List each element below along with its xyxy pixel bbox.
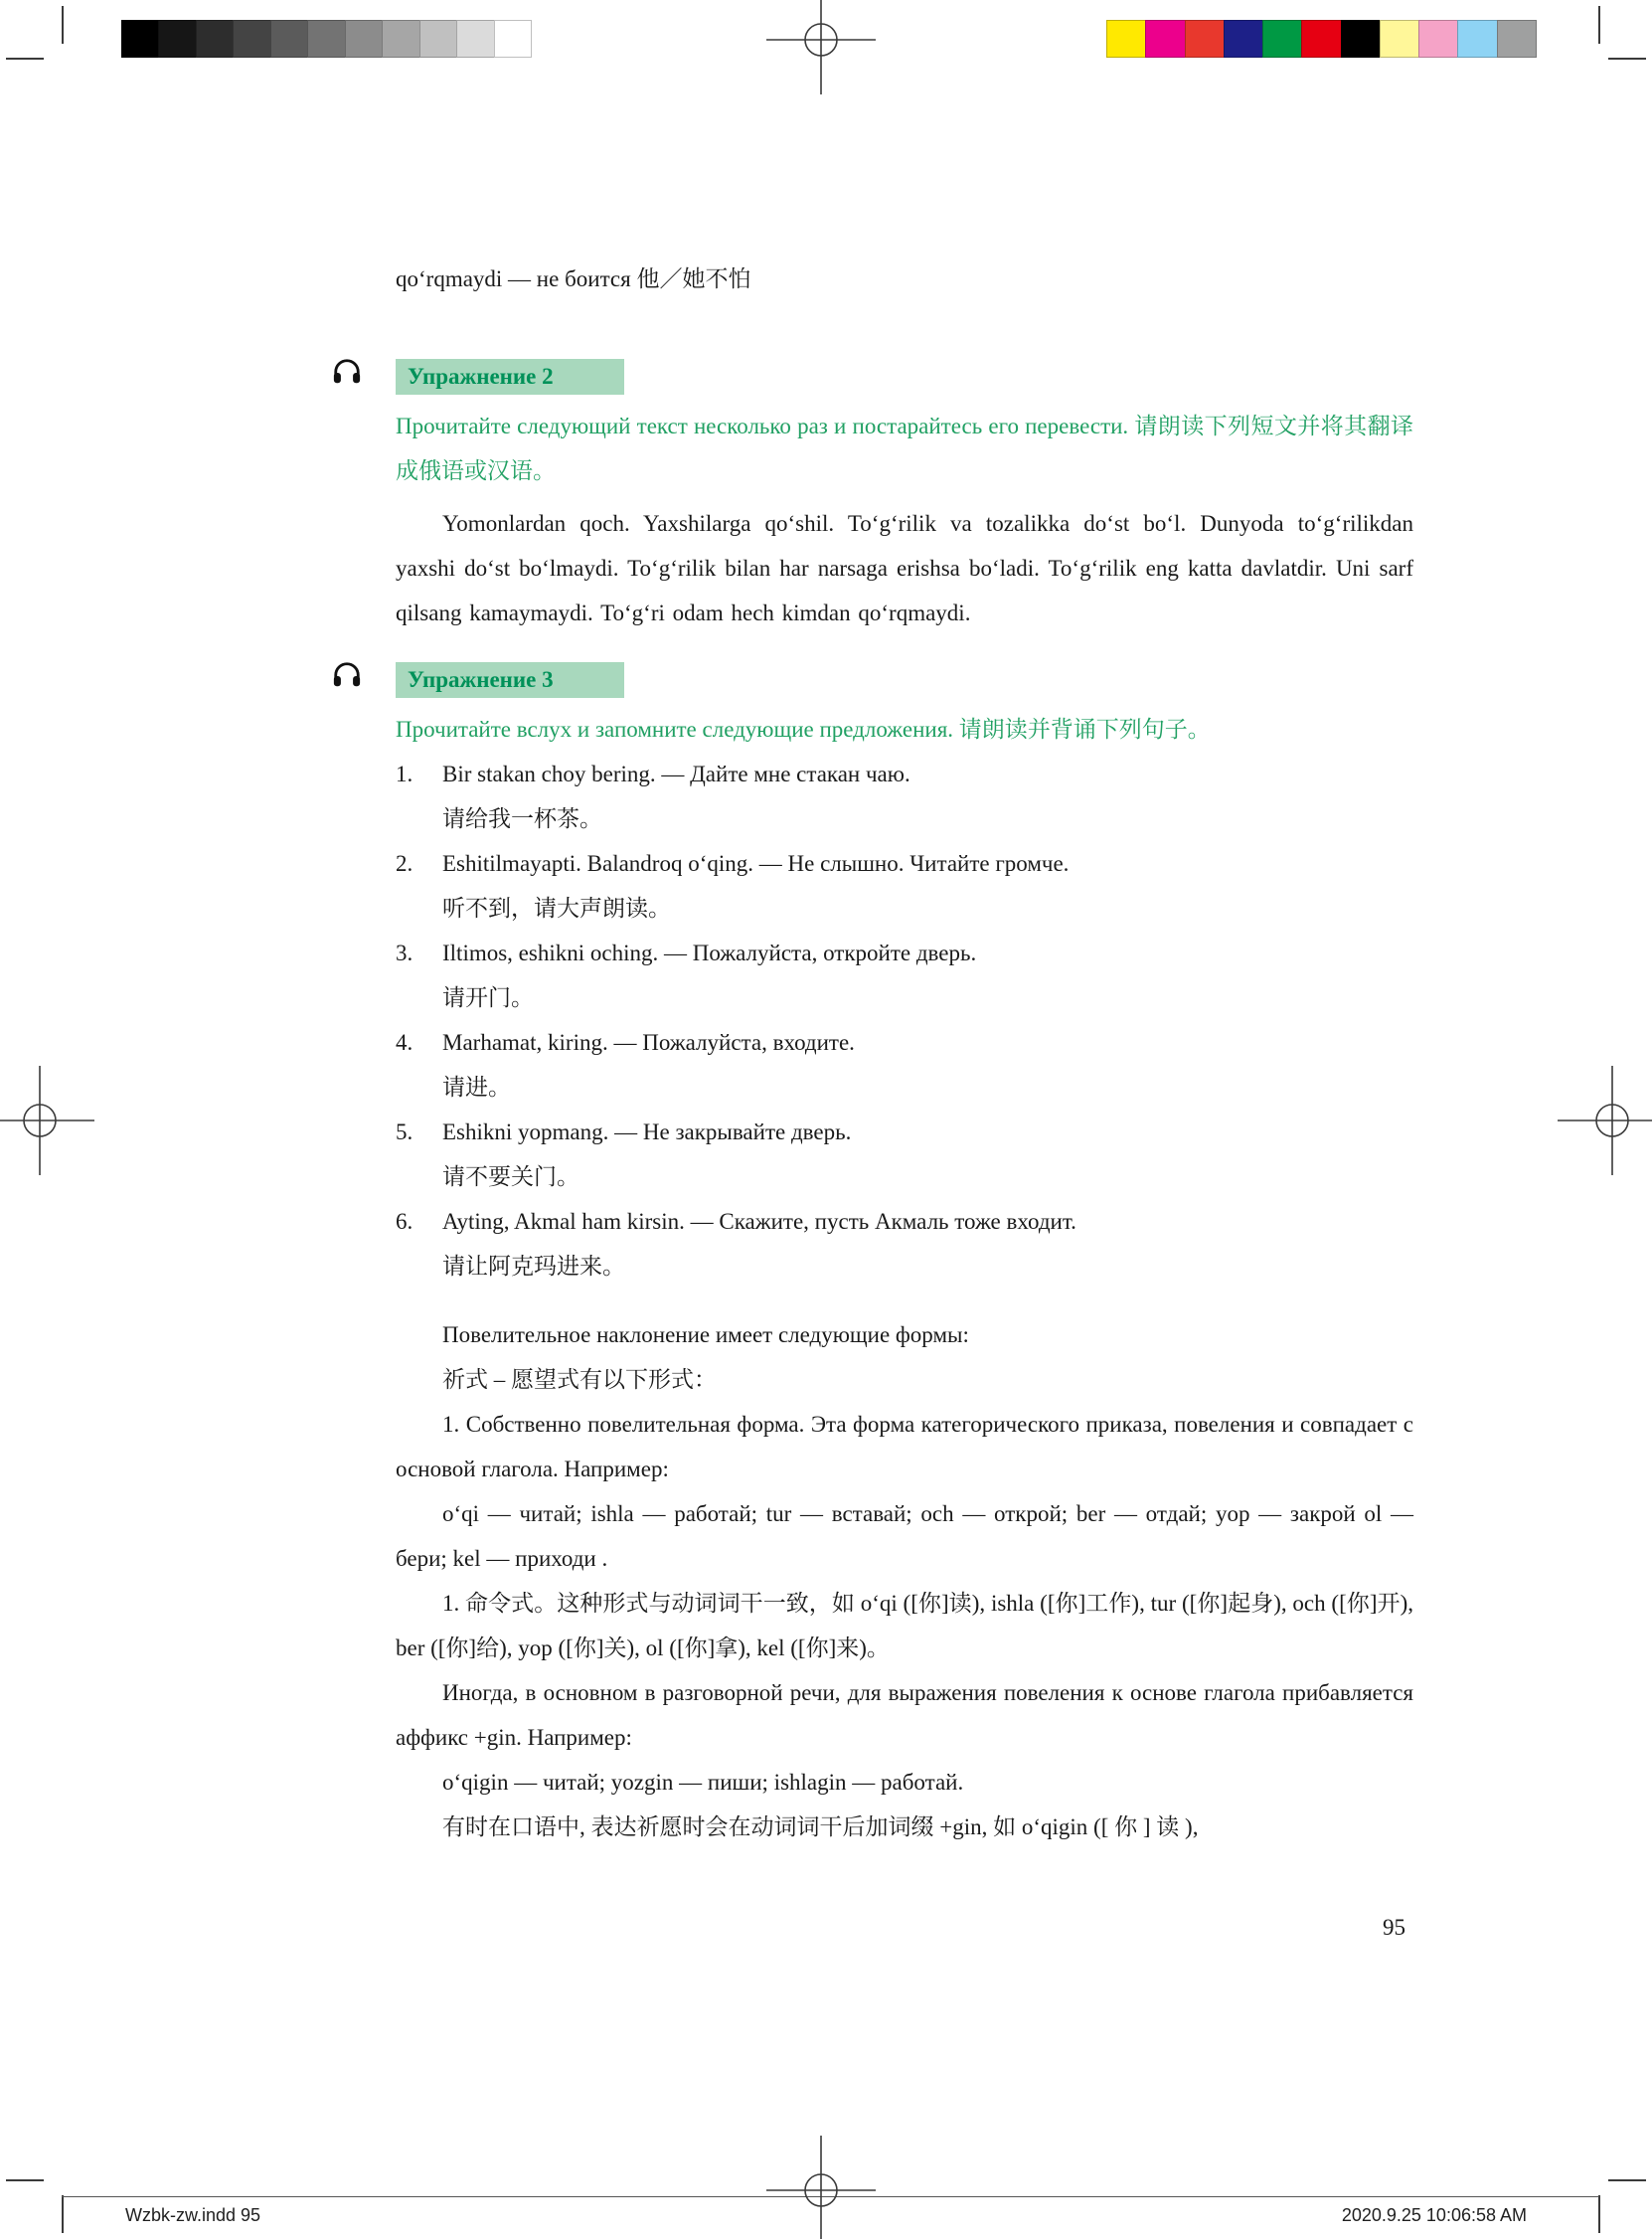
color-swatch [196, 20, 234, 58]
headphones-icon [332, 660, 362, 690]
color-swatch [1341, 20, 1381, 58]
exercise-3-title: Упражнение 3 [396, 662, 624, 698]
exercise-2-title: Упражнение 2 [396, 359, 624, 395]
exercise-2-header [396, 354, 1413, 390]
color-swatch [345, 20, 383, 58]
list-item [396, 752, 1413, 841]
registration-mark-icon [766, 0, 876, 94]
item-text: Bir stakan choy bering. — Дайте мне стакан чаю. [442, 762, 910, 786]
item-number: 1. [396, 762, 413, 786]
slug-footer [125, 2205, 1527, 2226]
grammar-paragraph: 1. 命令式。这种形式与动词词干一致，如 oʻqi ([你]读), ishla ([你]工作), tur ([你]起身), och ([你]开), ber ([你]给), yop ([你]关), ol ([你]拿), kel ([你]来)。 [396, 1591, 1413, 1660]
item-text: Iltimos, eshikni oching. — Пожалуйста, откройте дверь. [442, 941, 977, 965]
exercise-2-instruction: Прочитайте следующий текст несколько раз и постарайтесь его перевести. 请朗读下列短文并将其翻译成俄语或汉语。 [396, 414, 1413, 483]
crop-mark [1608, 58, 1646, 60]
item-number: 3. [396, 941, 413, 965]
list-item [396, 841, 1413, 931]
color-swatch [270, 20, 308, 58]
item-translation: 请进。 [442, 1075, 511, 1100]
list-item [396, 931, 1413, 1020]
color-swatch [1185, 20, 1225, 58]
item-number: 6. [396, 1209, 413, 1234]
item-text: Marhamat, kiring. — Пожалуйста, входите. [442, 1030, 855, 1055]
color-swatch [1497, 20, 1537, 58]
exercise-3-instruction: Прочитайте вслух и запомните следующие предложения. 请朗读并背诵下列句子。 [396, 717, 1211, 742]
exercise-2-passage: Yomonlardan qoch. Yaxshilarga qoʻshil. Toʻgʻrilik va tozalikka doʻst boʻl. Dunyoda toʻgʻrilikdan yaxshi doʻst boʻlmaydi. Toʻgʻrilik bilan har narsaga erishsa boʻladi. Toʻgʻrilik eng katta davlatdir. Uni sarf qilsang kamaymaydi. Toʻgʻri odam hech kimdan qoʻrqmaydi. [396, 511, 1413, 625]
grammar-paragraph: 1. Собственно повелительная форма. Эта форма категорического приказа, повеления и совпадает с основой глагола. Например: [396, 1412, 1413, 1481]
item-translation: 请给我一杯茶。 [442, 806, 602, 831]
color-swatch [1380, 20, 1419, 58]
page-number: 95 [1383, 1915, 1405, 1940]
item-translation: 听不到，请大声朗读。 [442, 896, 671, 921]
grammar-paragraph: Иногда, в основном в разговорной речи, для выражения повеления к основе глагола прибавляется аффикс +gin. Например: [396, 1680, 1413, 1750]
crop-mark [6, 2179, 44, 2181]
crop-mark [1598, 2195, 1600, 2233]
grammar-section [396, 1312, 1413, 1849]
color-swatch [419, 20, 457, 58]
item-text: Eshitilmayapti. Balandroq oʻqing. — Не слышно. Читайте громче. [442, 851, 1070, 876]
text-block [396, 257, 1413, 1950]
grammar-paragraph: oʻqigin — читай; yozgin — пиши; ishlagin — работай. [442, 1770, 964, 1795]
item-number: 4. [396, 1030, 413, 1055]
crop-mark [62, 2195, 64, 2233]
grammar-paragraph: 祈式 – 愿望式有以下形式： [442, 1367, 717, 1392]
item-translation: 请开门。 [442, 985, 534, 1010]
sentence-list [396, 752, 1413, 1289]
list-item [396, 1020, 1413, 1110]
item-translation: 请让阿克玛进来。 [442, 1254, 625, 1279]
color-swatch [233, 20, 270, 58]
color-calibration-bar [1106, 20, 1536, 58]
color-swatch [1262, 20, 1302, 58]
color-swatch [494, 20, 532, 58]
footer-timestamp: 2020.9.25 10:06:58 AM [1341, 2205, 1527, 2225]
footer-filename: Wzbk-zw.indd 95 [125, 2205, 261, 2225]
headphones-icon [332, 357, 362, 387]
color-swatch [1224, 20, 1263, 58]
grammar-paragraph: oʻqi — читай; ishla — работай; tur — вставай; och — открой; ber — отдай; yop — закрой ol — бери; kel — приходи . [396, 1501, 1413, 1571]
registration-mark-icon [1558, 1066, 1652, 1175]
crop-mark [1608, 2179, 1646, 2181]
color-swatch [1106, 20, 1146, 58]
item-text: Eshikni yopmang. — Не закрывайте дверь. [442, 1120, 852, 1144]
list-item [396, 1110, 1413, 1199]
item-number: 5. [396, 1120, 413, 1144]
item-translation: 请不要关门。 [442, 1164, 579, 1189]
crop-mark [1598, 6, 1600, 44]
color-swatch [1457, 20, 1497, 58]
crop-mark [6, 58, 44, 60]
color-swatch [1145, 20, 1185, 58]
color-swatch [456, 20, 494, 58]
registration-mark-icon [0, 1066, 94, 1175]
color-swatch [1418, 20, 1458, 58]
grayscale-calibration-bar [121, 20, 531, 58]
vocabulary-line: qoʻrqmaydi — не боится 他／她不怕 [396, 266, 751, 291]
item-number: 2. [396, 851, 413, 876]
exercise-3-header [396, 657, 1413, 693]
grammar-paragraph: 有时在口语中, 表达祈愿时会在动词词干后加词缀 +gin, 如 oʻqigin ([ 你 ] 读 ), [442, 1814, 1199, 1839]
color-swatch [121, 20, 159, 58]
color-swatch [382, 20, 419, 58]
item-text: Ayting, Akmal ham kirsin. — Скажите, пусть Акмаль тоже входит. [442, 1209, 1076, 1234]
color-swatch [158, 20, 196, 58]
list-item [396, 1199, 1413, 1289]
color-swatch [307, 20, 345, 58]
color-swatch [1301, 20, 1341, 58]
crop-mark [62, 6, 64, 44]
grammar-paragraph: Повелительное наклонение имеет следующие формы: [442, 1322, 969, 1347]
